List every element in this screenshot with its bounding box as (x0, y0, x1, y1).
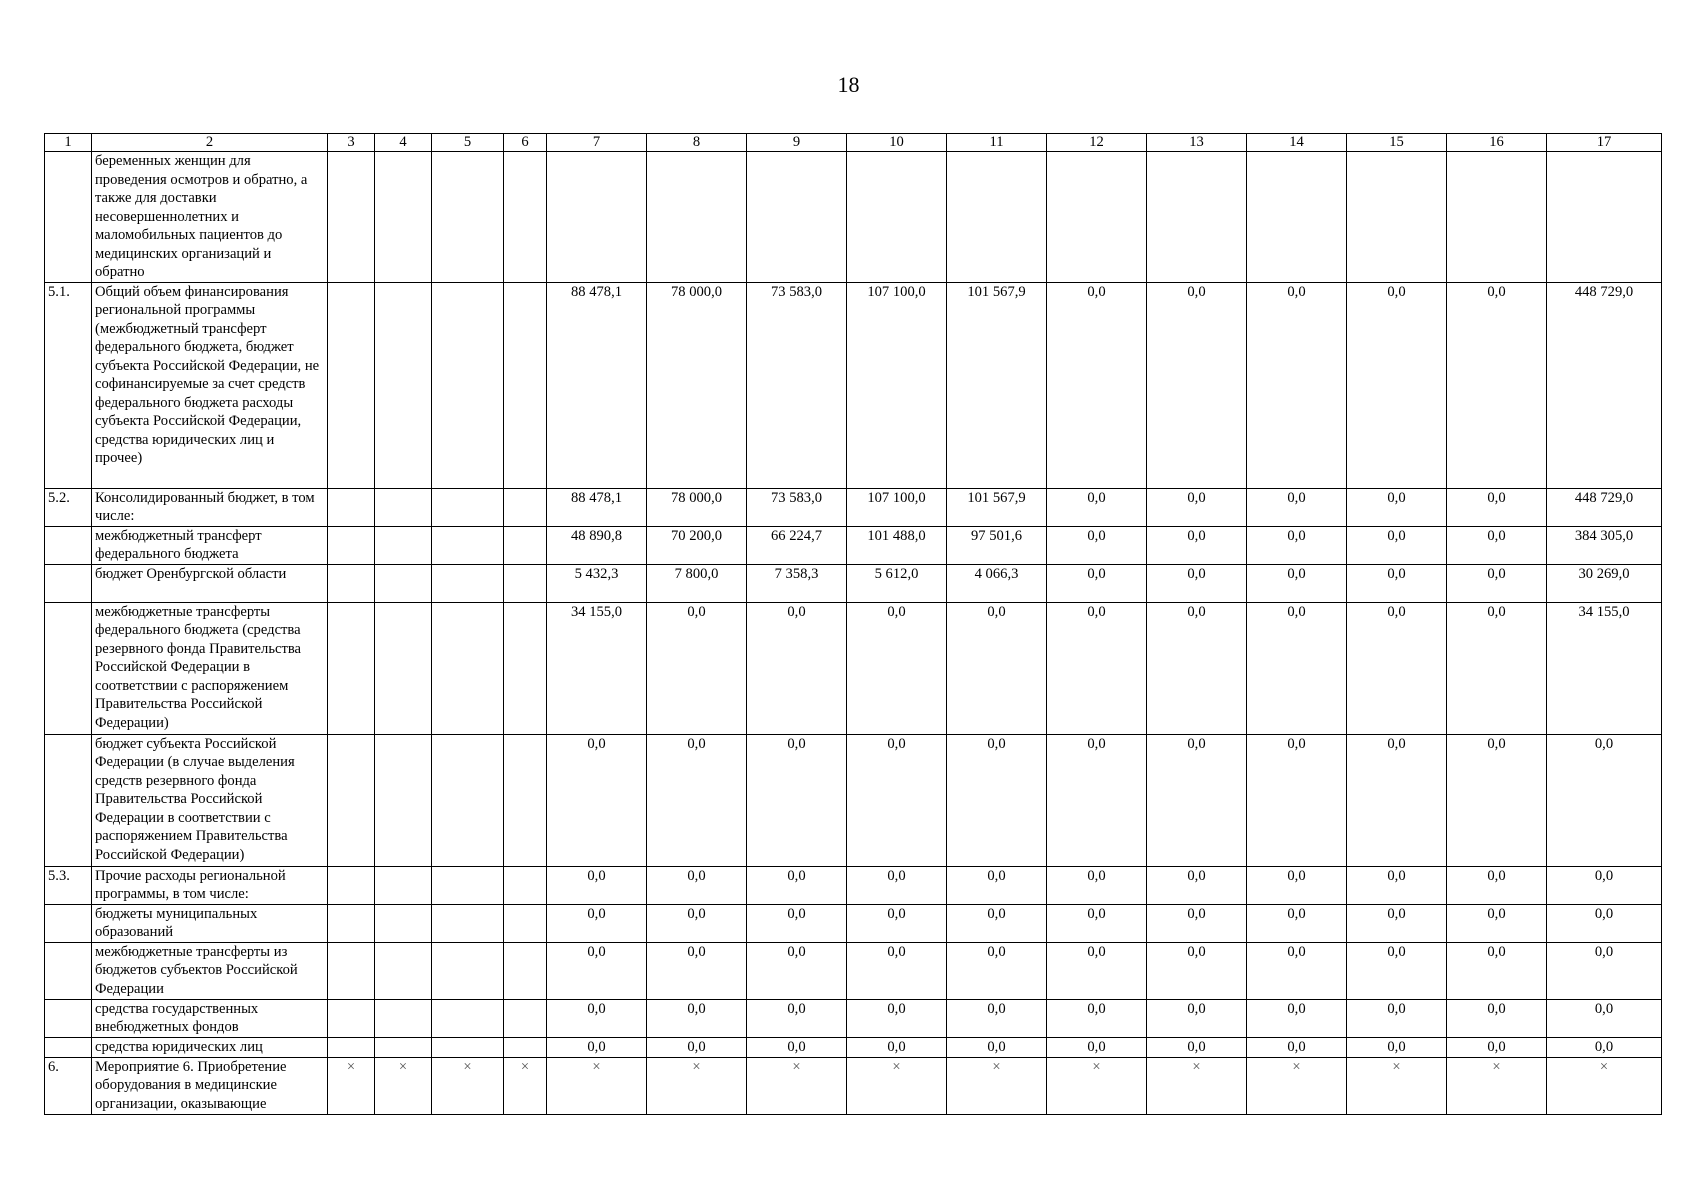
value-cell (375, 904, 432, 942)
value-cell: 0,0 (1047, 602, 1147, 734)
value-cell: 0,0 (1047, 866, 1147, 904)
value-cell: 0,0 (947, 602, 1047, 734)
value-cell: 0,0 (1447, 564, 1547, 602)
value-cell (328, 734, 375, 866)
value-cell: × (328, 1057, 375, 1114)
value-cell: 0,0 (1147, 488, 1247, 526)
value-cell: 0,0 (1247, 904, 1347, 942)
value-cell: 5 432,3 (547, 564, 647, 602)
value-cell: 0,0 (847, 904, 947, 942)
value-cell (375, 526, 432, 564)
value-cell: 384 305,0 (1547, 526, 1662, 564)
value-cell: × (847, 1057, 947, 1114)
value-cell (328, 526, 375, 564)
value-cell: 0,0 (1347, 526, 1447, 564)
row-description: беременных женщин для проведения осмотров и обратно, а также для доставки несовершеннолетних и маломобильных пациентов до медицинских организаций и обратно (92, 152, 328, 283)
value-cell: × (1447, 1057, 1547, 1114)
row-description: средства государственных внебюджетных фондов (92, 999, 328, 1037)
row-description: бюджет субъекта Российской Федерации (в случае выделения средств резервного фонда Правительства Российской Федерации в соответствии с распоряжением Правительства Российской Федерации) (92, 734, 328, 866)
value-cell (432, 942, 504, 999)
value-cell: 0,0 (847, 942, 947, 999)
table-row (45, 526, 1662, 564)
value-cell: 48 890,8 (547, 526, 647, 564)
value-cell: 66 224,7 (747, 526, 847, 564)
value-cell: 0,0 (747, 942, 847, 999)
value-cell: 0,0 (1247, 999, 1347, 1037)
value-cell: 0,0 (1147, 734, 1247, 866)
row-code (45, 904, 92, 942)
value-cell: 0,0 (647, 942, 747, 999)
value-cell (504, 904, 547, 942)
value-cell: 107 100,0 (847, 488, 947, 526)
value-cell: 101 567,9 (947, 282, 1047, 488)
value-cell (647, 152, 747, 283)
value-cell (432, 564, 504, 602)
value-cell (947, 152, 1047, 283)
value-cell (504, 942, 547, 999)
value-cell (547, 152, 647, 283)
table-row (45, 564, 1662, 602)
value-cell: × (547, 1057, 647, 1114)
value-cell: 0,0 (1347, 734, 1447, 866)
value-cell: 0,0 (647, 999, 747, 1037)
value-cell (504, 602, 547, 734)
value-cell (375, 602, 432, 734)
value-cell: 0,0 (947, 1037, 1047, 1057)
row-description: межбюджетные трансферты из бюджетов субъектов Российской Федерации (92, 942, 328, 999)
value-cell: 0,0 (1347, 1037, 1447, 1057)
column-number: 8 (647, 134, 747, 152)
value-cell (747, 152, 847, 283)
value-cell: 0,0 (1247, 564, 1347, 602)
row-description: бюджет Оренбургской области (92, 564, 328, 602)
page-number: 18 (837, 72, 860, 97)
value-cell (375, 282, 432, 488)
value-cell: 0,0 (1347, 942, 1447, 999)
value-cell: 34 155,0 (1547, 602, 1662, 734)
value-cell: 0,0 (1347, 866, 1447, 904)
value-cell: 0,0 (747, 734, 847, 866)
value-cell: 0,0 (747, 602, 847, 734)
table-row (45, 282, 1662, 488)
value-cell (375, 488, 432, 526)
value-cell: × (947, 1057, 1047, 1114)
value-cell: × (647, 1057, 747, 1114)
value-cell: 0,0 (1447, 999, 1547, 1037)
table-row (45, 734, 1662, 866)
column-number: 11 (947, 134, 1047, 152)
value-cell (504, 152, 547, 283)
value-cell (504, 282, 547, 488)
value-cell: 0,0 (1147, 602, 1247, 734)
value-cell: 0,0 (1547, 942, 1662, 999)
value-cell: 0,0 (1147, 866, 1247, 904)
column-number: 7 (547, 134, 647, 152)
value-cell (1447, 152, 1547, 283)
value-cell: 0,0 (1147, 1037, 1247, 1057)
value-cell: 0,0 (1247, 942, 1347, 999)
row-description: Мероприятие 6. Приобретение оборудования в медицинские организации, оказывающие (92, 1057, 328, 1114)
value-cell (847, 152, 947, 283)
value-cell (1247, 152, 1347, 283)
value-cell (504, 999, 547, 1037)
column-number: 2 (92, 134, 328, 152)
value-cell (328, 488, 375, 526)
value-cell: 448 729,0 (1547, 488, 1662, 526)
value-cell: 0,0 (547, 1037, 647, 1057)
value-cell: 0,0 (847, 602, 947, 734)
value-cell (432, 282, 504, 488)
value-cell: 0,0 (647, 1037, 747, 1057)
value-cell: 0,0 (547, 942, 647, 999)
value-cell: 101 488,0 (847, 526, 947, 564)
value-cell: 0,0 (547, 866, 647, 904)
value-cell: 0,0 (847, 866, 947, 904)
value-cell: 0,0 (1247, 602, 1347, 734)
value-cell (328, 904, 375, 942)
table-row (45, 866, 1662, 904)
value-cell: 0,0 (1047, 488, 1147, 526)
row-code (45, 152, 92, 283)
row-description: межбюджетные трансферты федерального бюджета (средства резервного фонда Правительства Российской Федерации в соответствии с распоряжением Правительства Российской Федерации) (92, 602, 328, 734)
value-cell: 0,0 (1147, 526, 1247, 564)
value-cell (375, 866, 432, 904)
value-cell: × (1547, 1057, 1662, 1114)
value-cell: 0,0 (647, 734, 747, 866)
value-cell (375, 942, 432, 999)
value-cell: 0,0 (1347, 602, 1447, 734)
value-cell (504, 526, 547, 564)
value-cell: 0,0 (1147, 904, 1247, 942)
value-cell: 0,0 (1047, 1037, 1147, 1057)
value-cell: × (747, 1057, 847, 1114)
table-row (45, 1057, 1662, 1114)
row-code (45, 734, 92, 866)
value-cell (375, 999, 432, 1037)
value-cell: 34 155,0 (547, 602, 647, 734)
row-description: Общий объем финансирования региональной программы (межбюджетный трансферт федерального бюджета, бюджет субъекта Российской Федерации, не софинансируемые за счет средств федерального бюджета расходы субъекта Российской Федерации, средства юридических лиц и прочее) (92, 282, 328, 488)
value-cell: 0,0 (1247, 1037, 1347, 1057)
value-cell (1047, 152, 1147, 283)
table-row (45, 152, 1662, 283)
value-cell (328, 866, 375, 904)
value-cell: 78 000,0 (647, 488, 747, 526)
value-cell (375, 1037, 432, 1057)
value-cell (328, 1037, 375, 1057)
value-cell: 0,0 (1547, 866, 1662, 904)
value-cell: 0,0 (547, 734, 647, 866)
value-cell: 0,0 (547, 904, 647, 942)
column-number: 6 (504, 134, 547, 152)
value-cell: 0,0 (1047, 282, 1147, 488)
row-code: 5.3. (45, 866, 92, 904)
value-cell (328, 999, 375, 1037)
value-cell: 0,0 (1247, 488, 1347, 526)
budget-table (44, 133, 1662, 1115)
value-cell: 0,0 (1147, 564, 1247, 602)
table-row (45, 1037, 1662, 1057)
value-cell: × (432, 1057, 504, 1114)
value-cell: × (1347, 1057, 1447, 1114)
column-number: 1 (45, 134, 92, 152)
value-cell: 4 066,3 (947, 564, 1047, 602)
value-cell: 0,0 (1047, 942, 1147, 999)
value-cell (328, 152, 375, 283)
value-cell: 0,0 (1447, 866, 1547, 904)
value-cell: 0,0 (1147, 999, 1247, 1037)
value-cell: 0,0 (1547, 1037, 1662, 1057)
value-cell: 0,0 (1247, 526, 1347, 564)
row-code (45, 942, 92, 999)
row-description: Прочие расходы региональной программы, в том числе: (92, 866, 328, 904)
value-cell (328, 282, 375, 488)
value-cell: 0,0 (1347, 564, 1447, 602)
row-description: бюджеты муниципальных образований (92, 904, 328, 942)
value-cell (432, 602, 504, 734)
column-number: 5 (432, 134, 504, 152)
value-cell: 0,0 (1547, 904, 1662, 942)
value-cell: 88 478,1 (547, 488, 647, 526)
column-number: 15 (1347, 134, 1447, 152)
value-cell: 88 478,1 (547, 282, 647, 488)
row-code (45, 602, 92, 734)
value-cell: × (504, 1057, 547, 1114)
value-cell (375, 734, 432, 866)
column-number-row (45, 134, 1662, 152)
row-code: 5.1. (45, 282, 92, 488)
value-cell (504, 488, 547, 526)
value-cell: 0,0 (747, 866, 847, 904)
value-cell: 0,0 (547, 999, 647, 1037)
column-number: 3 (328, 134, 375, 152)
value-cell: 0,0 (847, 1037, 947, 1057)
value-cell (328, 602, 375, 734)
value-cell: 0,0 (1147, 942, 1247, 999)
value-cell: 0,0 (647, 866, 747, 904)
value-cell (432, 734, 504, 866)
value-cell: 0,0 (1447, 282, 1547, 488)
column-number: 13 (1147, 134, 1247, 152)
value-cell: 0,0 (1547, 999, 1662, 1037)
row-description: Консолидированный бюджет, в том числе: (92, 488, 328, 526)
value-cell: 448 729,0 (1547, 282, 1662, 488)
value-cell: 0,0 (1047, 999, 1147, 1037)
value-cell: 0,0 (1347, 904, 1447, 942)
value-cell (328, 564, 375, 602)
row-code (45, 564, 92, 602)
value-cell: 0,0 (1147, 282, 1247, 488)
value-cell (432, 999, 504, 1037)
value-cell (432, 526, 504, 564)
value-cell: 7 800,0 (647, 564, 747, 602)
value-cell: 70 200,0 (647, 526, 747, 564)
column-number: 17 (1547, 134, 1662, 152)
value-cell: 0,0 (1447, 602, 1547, 734)
value-cell (1147, 152, 1247, 283)
row-description: средства юридических лиц (92, 1037, 328, 1057)
table-row (45, 488, 1662, 526)
value-cell: 0,0 (747, 999, 847, 1037)
value-cell: 0,0 (647, 904, 747, 942)
value-cell: 0,0 (1547, 734, 1662, 866)
value-cell: × (1247, 1057, 1347, 1114)
value-cell (432, 152, 504, 283)
value-cell: 97 501,6 (947, 526, 1047, 564)
value-cell: 5 612,0 (847, 564, 947, 602)
value-cell (1347, 152, 1447, 283)
value-cell: 0,0 (1047, 734, 1147, 866)
value-cell: 0,0 (947, 904, 1047, 942)
value-cell: 0,0 (1447, 734, 1547, 866)
value-cell: 107 100,0 (847, 282, 947, 488)
value-cell: 0,0 (1447, 1037, 1547, 1057)
table-row (45, 602, 1662, 734)
value-cell: × (375, 1057, 432, 1114)
value-cell: 0,0 (1447, 904, 1547, 942)
value-cell (504, 564, 547, 602)
value-cell: 0,0 (747, 904, 847, 942)
value-cell (504, 866, 547, 904)
value-cell: 30 269,0 (1547, 564, 1662, 602)
value-cell: 0,0 (1447, 942, 1547, 999)
table-row (45, 999, 1662, 1037)
value-cell: 0,0 (1447, 526, 1547, 564)
value-cell: 0,0 (747, 1037, 847, 1057)
value-cell: 0,0 (1247, 866, 1347, 904)
value-cell (328, 942, 375, 999)
value-cell: 0,0 (1047, 904, 1147, 942)
value-cell: 0,0 (1347, 282, 1447, 488)
value-cell: 0,0 (847, 734, 947, 866)
column-number: 9 (747, 134, 847, 152)
value-cell: 0,0 (1247, 282, 1347, 488)
value-cell: 0,0 (1347, 488, 1447, 526)
value-cell: 78 000,0 (647, 282, 747, 488)
table-row (45, 942, 1662, 999)
value-cell: 0,0 (1347, 999, 1447, 1037)
value-cell: 0,0 (847, 999, 947, 1037)
value-cell (1547, 152, 1662, 283)
value-cell: 0,0 (947, 999, 1047, 1037)
column-number: 14 (1247, 134, 1347, 152)
value-cell: 0,0 (1447, 488, 1547, 526)
value-cell: 0,0 (947, 866, 1047, 904)
table-row (45, 904, 1662, 942)
value-cell: 101 567,9 (947, 488, 1047, 526)
value-cell: 7 358,3 (747, 564, 847, 602)
value-cell (375, 152, 432, 283)
row-description: межбюджетный трансферт федерального бюджета (92, 526, 328, 564)
column-number: 4 (375, 134, 432, 152)
value-cell (432, 904, 504, 942)
column-number: 12 (1047, 134, 1147, 152)
value-cell (432, 488, 504, 526)
column-number: 16 (1447, 134, 1547, 152)
row-code (45, 1037, 92, 1057)
value-cell (375, 564, 432, 602)
value-cell: 0,0 (947, 734, 1047, 866)
value-cell: × (1147, 1057, 1247, 1114)
row-code: 6. (45, 1057, 92, 1114)
value-cell (504, 734, 547, 866)
value-cell: 73 583,0 (747, 282, 847, 488)
value-cell: 0,0 (647, 602, 747, 734)
row-code: 5.2. (45, 488, 92, 526)
value-cell (504, 1037, 547, 1057)
row-code (45, 526, 92, 564)
value-cell (432, 866, 504, 904)
value-cell: 0,0 (1047, 564, 1147, 602)
row-code (45, 999, 92, 1037)
value-cell: 0,0 (1247, 734, 1347, 866)
column-number: 10 (847, 134, 947, 152)
value-cell (432, 1037, 504, 1057)
value-cell: 73 583,0 (747, 488, 847, 526)
value-cell: 0,0 (947, 942, 1047, 999)
value-cell: 0,0 (1047, 526, 1147, 564)
value-cell: × (1047, 1057, 1147, 1114)
